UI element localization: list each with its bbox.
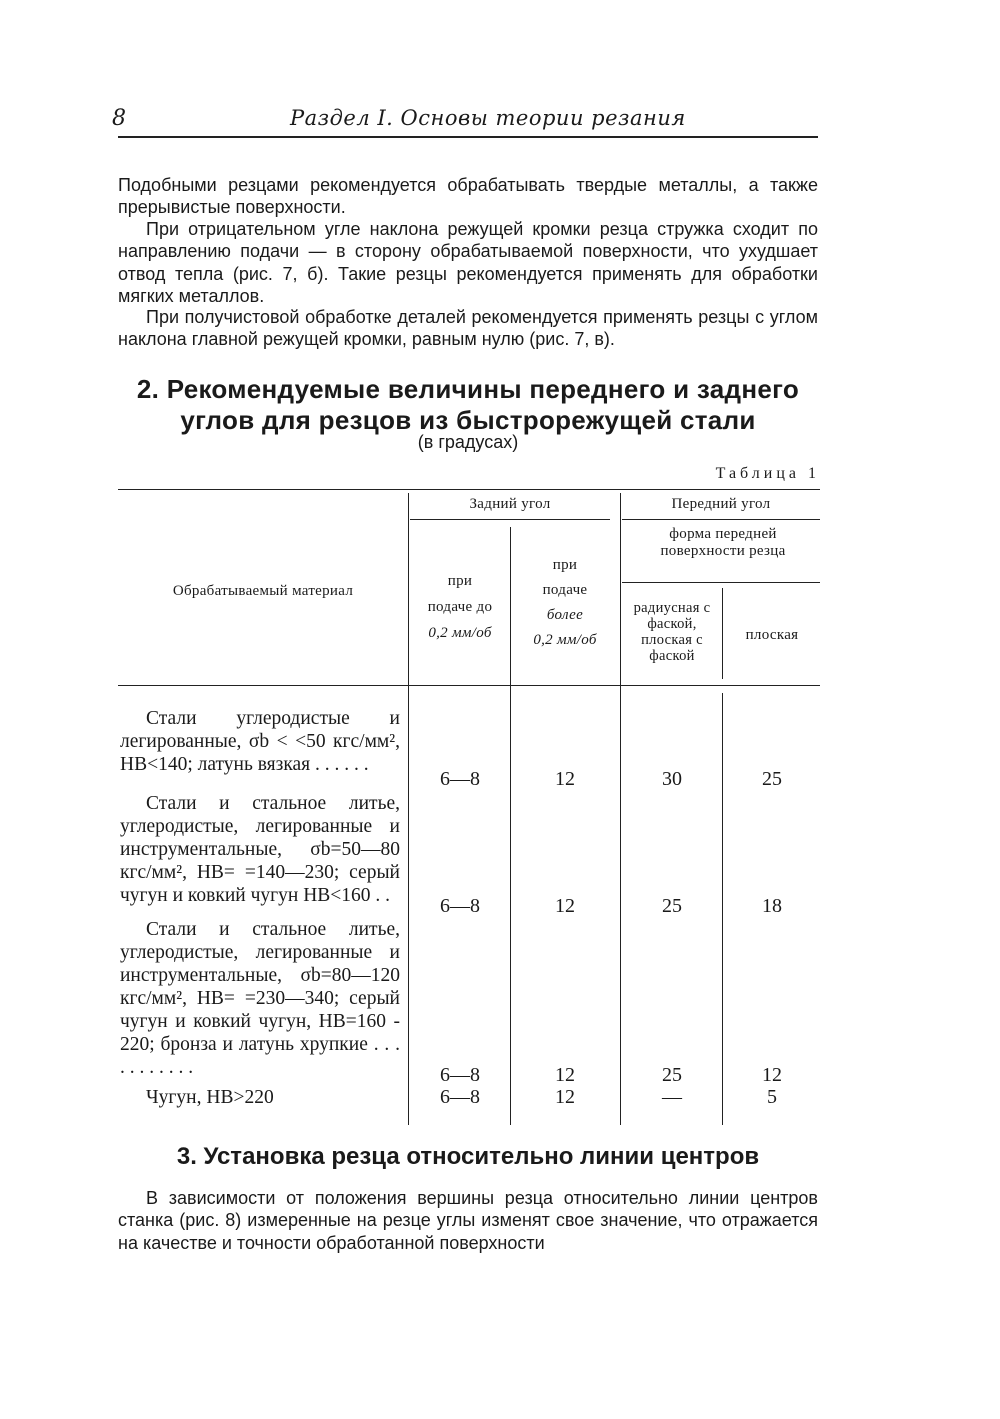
header-material: Обрабатываемый материал <box>172 583 354 599</box>
table-row-1-material: Стали углеродистые и легированные, σb < <50 кгс/мм², HB<140; латунь вязкая . . . . . . <box>120 708 400 775</box>
section-2-title: 2. Рекомендуемые величины переднего и заднего углов для резцов из быстрорежущей стали <box>136 374 800 435</box>
table-row-1-rear-high: 12 <box>555 768 575 790</box>
column-divider-front-body <box>722 693 723 1125</box>
table-row-4-rear-high: 12 <box>555 1086 575 1108</box>
table-row-4-material: Чугун, HB>220 <box>146 1087 274 1108</box>
table-row-4-rear-low: 6—8 <box>440 1086 480 1108</box>
table-row-4-front-radius: — <box>662 1086 682 1108</box>
front-form-rule <box>622 582 820 583</box>
running-header: Раздел I. Основы теории резания <box>290 106 686 130</box>
table-row-2-rear-high: 12 <box>555 895 575 917</box>
table-row-2-material: Стали и стальное литье, углеродистые, легированные и инструментальные, σb=50—80 кгс/мм², HB= =140—230; серый чугун и ковкий чугун HB<160 . . <box>120 793 400 906</box>
header-front-flat: плоская <box>745 627 799 643</box>
section-3-title: 3. Установка резца относительно линии центров <box>176 1143 760 1170</box>
column-divider-front-header <box>722 588 723 679</box>
table-row-3-rear-low: 6—8 <box>440 1064 480 1086</box>
column-divider-rear <box>510 527 511 1125</box>
header-rear-angle: Задний угол <box>469 496 551 512</box>
header-rule <box>118 136 818 138</box>
paragraph-2: При отрицательном угле наклона режущей кромки резца стружка сходит по направлению подачи — в сторону обрабатываемой поверхности, что ухудшает отвод тепла (рис. 7, б). Такие резцы рекомендуется применять для обработки мягких металлов. <box>118 219 818 306</box>
header-front-angle: Передний угол <box>671 496 771 512</box>
rear-angle-rule <box>410 519 610 520</box>
table-label: Таблица 1 <box>715 465 820 482</box>
header-front-form: форма передней поверхности резца <box>660 526 786 559</box>
table-row-3-material: Стали и стальное литье, углеродистые, легированные и инструментальные, σb=80—120 кгс/мм², HB= =230—340; серый чугун и ковкий чугун, HB=160 - 220; бронза и латунь хрупкие . . . . . . . . . . . <box>120 919 400 1078</box>
front-angle-rule <box>622 519 820 520</box>
table-row-1-front-flat: 25 <box>762 768 782 790</box>
header-rear-high: при подаче более 0,2 мм/об <box>533 557 597 648</box>
table-row-4-front-flat: 5 <box>767 1086 777 1108</box>
header-rear-low: при подаче до 0,2 мм/об <box>427 573 493 641</box>
table-row-2-front-flat: 18 <box>762 895 782 917</box>
header-bottom-rule <box>118 685 820 686</box>
header-front-radius: радиусная с фаской, плоская с фаской <box>633 600 711 664</box>
table-row-3-front-flat: 12 <box>762 1064 782 1086</box>
paragraph-4: В зависимости от положения вершины резца относительно линии центров станка (рис. 8) измеренные на резце углы изменят свое значение, что отражается на качестве и точности обработанной поверхности <box>118 1188 818 1253</box>
paragraph-3: При получистовой обработке деталей рекомендуется применять резцы с углом наклона главной режущей кромки, равным нулю (рис. 7, в). <box>118 307 818 350</box>
table-row-1-front-radius: 30 <box>662 768 682 790</box>
table-row-2-rear-low: 6—8 <box>440 895 480 917</box>
column-divider-front <box>620 493 621 1125</box>
table-row-3-rear-high: 12 <box>555 1064 575 1086</box>
table-row-3-front-radius: 25 <box>662 1064 682 1086</box>
section-2-subtitle: (в градусах) <box>417 432 519 452</box>
table-row-2-front-radius: 25 <box>662 895 682 917</box>
paragraph-1: Подобными резцами рекомендуется обрабатывать твердые металлы, а также прерывистые поверхности. <box>118 175 818 218</box>
column-divider-material <box>408 493 409 1125</box>
table-top-rule <box>118 489 820 490</box>
page-number: 8 <box>112 106 126 131</box>
table-row-1-rear-low: 6—8 <box>440 768 480 790</box>
